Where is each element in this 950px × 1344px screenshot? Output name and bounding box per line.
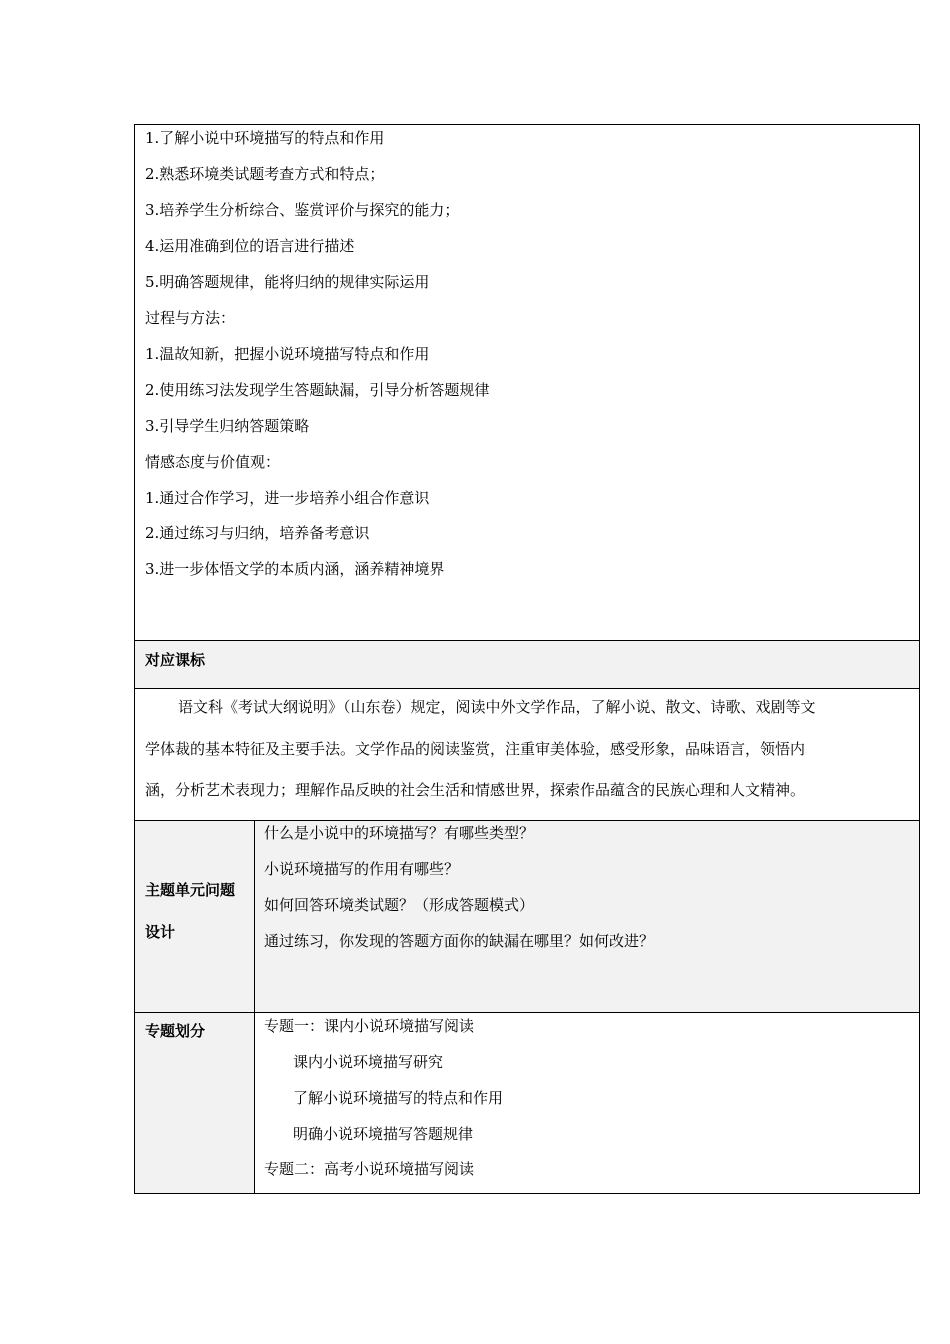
- topic-1-item-1: 课内小说环境描写研究: [293, 1053, 444, 1071]
- emotion-item-3: 3.进一步体悟文学的本质内涵，涵养精神境界: [145, 560, 445, 578]
- objective-5: 5.明确答题规律，能将归纳的规律实际运用: [145, 273, 430, 291]
- topics-label: 专题划分: [145, 1022, 206, 1040]
- column-divider: [254, 820, 255, 1194]
- topic-1-item-2: 了解小说环境描写的特点和作用: [293, 1089, 504, 1107]
- question-4: 通过练习，你发现的答题方面你的缺漏在哪里？如何改进？: [264, 932, 655, 950]
- process-heading: 过程与方法：: [145, 309, 236, 327]
- objective-1: 1.了解小说中环境描写的特点和作用: [145, 129, 385, 147]
- standards-line-2: 学体裁的基本特征及主要手法。文学作品的阅读鉴赏，注重审美体验，感受形象，品味语言，领悟内: [145, 740, 806, 758]
- objective-4: 4.运用准确到位的语言进行描述: [145, 237, 355, 255]
- process-item-1: 1.温故知新，把握小说环境描写特点和作用: [145, 345, 430, 363]
- standards-line-3: 涵，分析艺术表现力；理解作品反映的社会生活和情感世界，探索作品蕴含的民族心理和人文精神。: [145, 781, 806, 799]
- topic-1-title: 专题一：课内小说环境描写阅读: [264, 1017, 475, 1035]
- standards-label: 对应课标: [145, 651, 206, 669]
- emotion-item-1: 1.通过合作学习，进一步培养小组合作意识: [145, 489, 430, 507]
- row-divider-questions-top: [134, 820, 920, 821]
- row-divider-standards-top: [134, 640, 920, 641]
- emotion-item-2: 2.通过练习与归纳，培养备考意识: [145, 524, 370, 542]
- row-divider-topics-top: [134, 1012, 920, 1013]
- row-divider-standards-body: [134, 688, 920, 689]
- questions-label-line-2: 设计: [145, 923, 176, 941]
- process-item-3: 3.引导学生归纳答题策略: [145, 417, 310, 435]
- questions-label-line-1: 主题单元问题: [145, 881, 236, 899]
- topic-1-item-3: 明确小说环境描写答题规律: [293, 1125, 474, 1143]
- objective-2: 2.熟悉环境类试题考查方式和特点；: [145, 165, 385, 183]
- topic-2-title: 专题二：高考小说环境描写阅读: [264, 1160, 475, 1178]
- question-2: 小说环境描写的作用有哪些？: [264, 860, 460, 878]
- objective-3: 3.培养学生分析综合、鉴赏评价与探究的能力；: [145, 201, 460, 219]
- question-1: 什么是小说中的环境描写？有哪些类型？: [264, 824, 535, 842]
- question-3: 如何回答环境类试题？（形成答题模式）: [264, 896, 535, 914]
- standards-line-1: 语文科《考试大纲说明》（山东卷）规定，阅读中外文学作品，了解小说、散文、诗歌、戏剧等文: [178, 698, 816, 716]
- emotion-heading: 情感态度与价值观：: [145, 453, 281, 471]
- process-item-2: 2.使用练习法发现学生答题缺漏，引导分析答题规律: [145, 381, 490, 399]
